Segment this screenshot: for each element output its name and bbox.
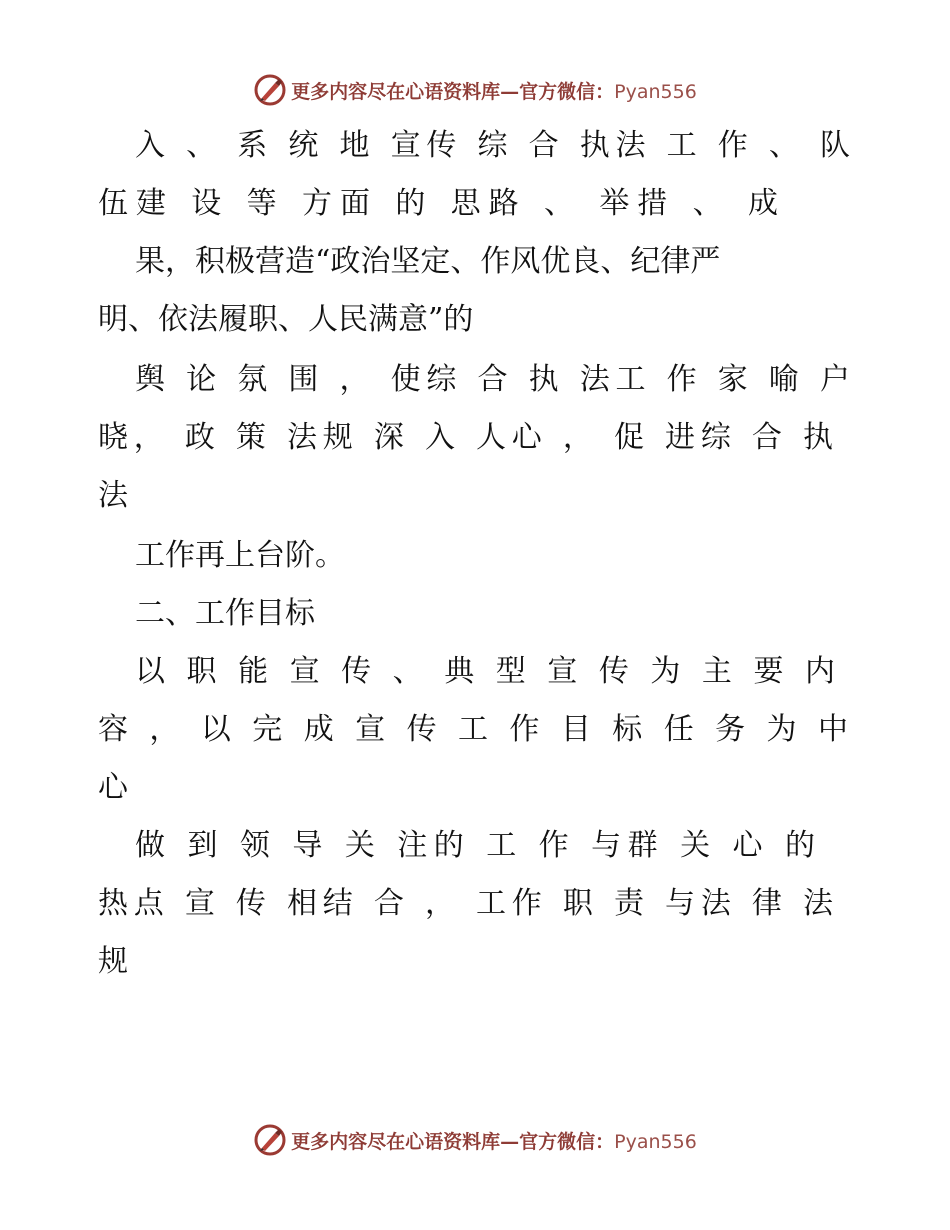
pen-logo-icon	[253, 73, 287, 107]
body-line-10: 以 职 能 宣 传 、 典 型 宣 传 为 主 要 内	[135, 654, 835, 689]
body-line-4: 明、依法履职、人民满意”的	[98, 302, 474, 337]
body-line-1: 入 、 系 统 地 宣传 综 合 执法 工 作 、 队	[135, 128, 850, 163]
body-line-6: 晓， 政 策 法规 深 入 人心 ， 促 进综 合 执	[98, 420, 833, 455]
body-line-3: 果，积极营造“政治坚定、作风优良、纪律严	[135, 244, 721, 279]
header-watermark	[0, 70, 950, 110]
body-line-11: 容 ， 以 完 成 宣 传 工 作 目 标 任 务 为 中	[98, 712, 848, 747]
body-line-2: 伍建 设 等 方面 的 思路 、 举措 、 成	[98, 186, 778, 221]
watermark-wechat-id: Pyan556	[614, 80, 697, 103]
body-line-14: 热点 宣 传 相结 合 ， 工作 职 责 与法 律 法	[98, 886, 833, 921]
section-heading-goals: 二、工作目标	[135, 596, 315, 631]
body-line-8: 工作再上台阶。	[135, 538, 345, 573]
footer-watermark	[0, 1120, 950, 1160]
watermark-text: 更多内容尽在心语资料库—官方微信：	[291, 1130, 615, 1153]
body-line-5: 舆 论 氛 围 ， 使综 合 执 法工 作 家 喻 户	[135, 362, 850, 397]
body-line-15: 规	[98, 944, 128, 979]
body-line-12: 心	[98, 770, 128, 805]
pen-logo-icon	[253, 1123, 287, 1157]
watermark-text: 更多内容尽在心语资料库—官方微信：	[291, 80, 615, 103]
body-line-7: 法	[98, 478, 128, 513]
body-line-13: 做 到 领 导 关 注的 工 作 与群 关 心 的	[135, 828, 815, 863]
watermark-wechat-id: Pyan556	[614, 1130, 697, 1153]
